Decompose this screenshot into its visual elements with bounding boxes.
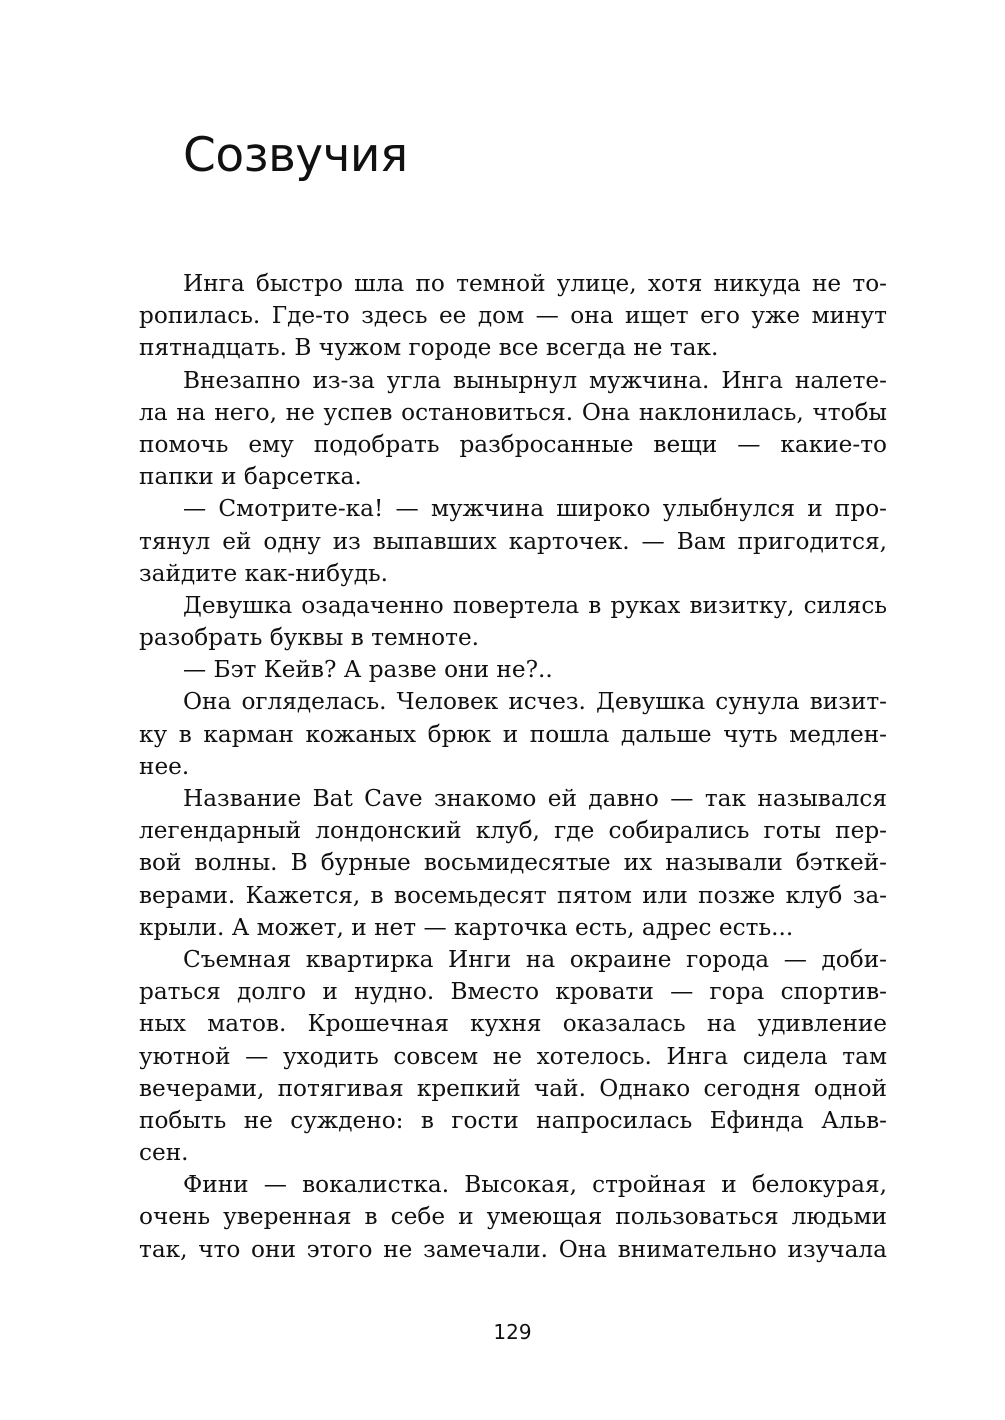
text-line: Фини — вокалистка. Высокая, стройная и белокурая, <box>183 1171 887 1199</box>
text-line: верами. Кажется, в восемьдесят пятом или позже клуб за- <box>139 881 887 909</box>
text-line: легендарный лондонский клуб, где собирались готы пер- <box>139 817 887 845</box>
text-line: Девушка озадаченно повертела в руках визитку, силясь <box>183 591 887 619</box>
text-line: очень уверенная в себе и умеющая пользоваться людьми <box>139 1203 887 1231</box>
text-line: вой волны. В бурные восьмидесятые их называли бэткей- <box>139 849 887 877</box>
text-line: разобрать буквы в темноте. <box>139 624 480 652</box>
page-number: 129 <box>493 1320 532 1344</box>
text-line: пятнадцать. В чужом городе все всегда не так. <box>139 334 719 362</box>
text-line: помочь ему подобрать разбросанные вещи — какие-то <box>139 430 887 458</box>
text-line: — Смотрите-ка! — мужчина широко улыбнулся и про- <box>183 495 887 523</box>
text-line: ку в карман кожаных брюк и пошла дальше чуть медлен- <box>139 720 887 748</box>
text-line: раться долго и нудно. Вместо кровати — гора спортив- <box>139 978 887 1006</box>
chapter-title: Созвучия <box>183 128 408 183</box>
body-text <box>139 268 887 1266</box>
text-line: зайдите как-нибудь. <box>139 559 389 587</box>
text-line: Инга быстро шла по темной улице, хотя никуда не то- <box>183 270 887 297</box>
text-line: ла на него, не успев остановиться. Она наклонилась, чтобы <box>139 398 887 426</box>
text-line: крыли. А может, и нет — карточка есть, адрес есть... <box>139 913 794 941</box>
text-line: Название Bat Cave знакомо ей давно — так назывался <box>183 785 887 812</box>
text-line: побыть не суждено: в гости напросилась Ефинда Альв- <box>139 1106 887 1134</box>
text-line: Она огляделась. Человек исчез. Девушка сунула визит- <box>183 688 887 716</box>
text-line: Съемная квартирка Инги на окраине города — доби- <box>183 945 887 973</box>
text-line: так, что они этого не замечали. Она внимательно изучала <box>139 1235 887 1263</box>
text-line: Внезапно из-за угла вынырнул мужчина. Инга налете- <box>183 366 887 394</box>
text-line: вечерами, потягивая крепкий чай. Однако сегодня одной <box>139 1074 887 1102</box>
text-line: сен. <box>139 1139 189 1167</box>
text-line: ных матов. Крошечная кухня оказалась на удивление <box>139 1010 887 1038</box>
text-line: уютной — уходить совсем не хотелось. Инга сидела там <box>139 1042 887 1070</box>
text-line: тянул ей одну из выпавших карточек. — Вам пригодится, <box>139 527 887 555</box>
text-line: — Бэт Кейв? А разве они не?.. <box>183 656 553 684</box>
text-line: ропилась. Где-то здесь ее дом — она ищет его уже минут <box>139 302 887 330</box>
text-line: нее. <box>139 752 190 780</box>
text-line: папки и барсетка. <box>139 463 362 491</box>
